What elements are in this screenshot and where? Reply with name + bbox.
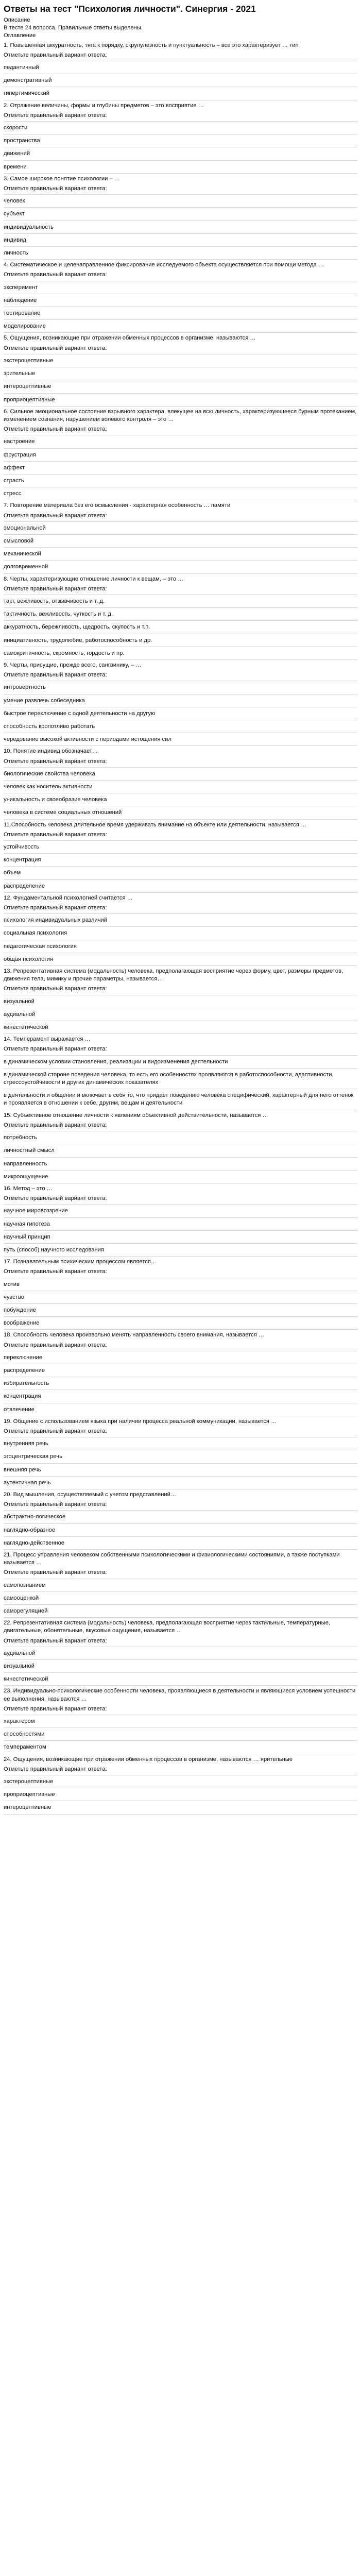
answer-prompt: Отметьте правильный вариант ответа: [4,1499,357,1511]
answer-option: темпераментом [4,1741,357,1754]
answer-option: гипертимический [4,87,357,100]
answer-option: фрустрация [4,449,357,462]
question-block [4,1036,357,1110]
answer-option: наглядно-образное [4,1524,357,1537]
answer-prompt: Отметьте правильный вариант ответа: [4,583,357,595]
answer-option: характером [4,1715,357,1728]
answer-option: индивид [4,234,357,247]
answer-option: умение развлечь собеседника [4,694,357,707]
answer-option: механической [4,548,357,561]
answer-option: социальная психология [4,927,357,940]
answer-option: инициативность, трудолюбие, работоспособность и др. [4,634,357,647]
answer-prompt: Отметьте правильный вариант ответа: [4,423,357,435]
answer-option: биологические свойства человека [4,768,357,781]
question-block [4,502,357,573]
intro-toc-heading: Оглавление [4,32,36,39]
question-block [4,1756,357,1815]
answer-option: избирательность [4,1377,357,1390]
answer-option: наглядно-действенное [4,1537,357,1550]
answer-option: моделирование [4,320,357,333]
question-text: 22. Репрезентативная система (модальность) человека, предполагающая восприятие через тактильные, температурные, двигательные, обонятельные, вкусовые ощущения, называется … [4,1620,331,1634]
answer-option: пространства [4,134,357,147]
answer-option: тестирование [4,307,357,320]
answer-option: зрительные [4,367,357,380]
question-block [4,1331,357,1416]
answer-option: педантичный [4,61,357,74]
answer-option: саморегуляцией [4,1605,357,1618]
answer-option: самопознанием [4,1579,357,1592]
intro [4,16,357,40]
answer-option: научная гипотеза [4,1218,357,1231]
question-text: 10. Понятие индивид обозначает… [4,748,98,755]
answer-option: стресс [4,487,357,500]
answer-option: эмоциональной [4,522,357,535]
answer-option: времени [4,161,357,174]
question-text: 21. Процесс управления человеком собственными психологическими и физиологическими состояниями, а также поступками называется … [4,1552,340,1566]
answer-prompt: Отметьте правильный вариант ответа: [4,110,357,122]
question-text: 6. Сильное эмоциональное состояние взрывного характера, влекущее на всю личность, характеризующееся бурным протеканием, изменением сознания, нарушением волевого контроля – это … [4,408,357,422]
question-text: 11.Способность человека длительное время удерживать внимание на объекте или деятельности, называется … [4,821,307,828]
answer-option: субъект [4,208,357,221]
answer-option: уникальность и своеобразие человека [4,793,357,806]
question-text: 16. Метод – это … [4,1185,53,1192]
question-block [4,334,357,406]
answer-option: общая психология [4,953,357,966]
answer-option: эксперимент [4,281,357,294]
answer-option: эгоцентрическая речь [4,1450,357,1463]
question-text: 2. Отражение величины, формы и глубины предметов – это восприятие … [4,102,204,109]
question-block [4,408,357,501]
answer-prompt: Отметьте правильный вариант ответа: [4,829,357,841]
answer-option: человек как носитель активности [4,781,357,793]
answer-option: в деятельности и общении и включает в себя то, что придает поведению человека специфический, характерный для него оттенок и проявляется в отношении к себе, другим, вещам и деятельности [4,1089,357,1110]
answer-prompt: Отметьте правильный вариант ответа: [4,1266,357,1278]
answer-option: концентрация [4,854,357,867]
question-text: 17. Познавательным психическим процессом является… [4,1259,157,1265]
question-block [4,42,357,100]
answer-prompt: Отметьте правильный вариант ответа: [4,49,357,61]
answer-option: научное мировоззрение [4,1205,357,1217]
intro-description-text: В тесте 24 вопроса. Правильные ответы выделены. [4,25,143,31]
answer-prompt: Отметьте правильный вариант ответа: [4,1703,357,1715]
answer-option: психология индивидуальных различий [4,914,357,927]
answer-option: способность кропотливо работать [4,720,357,733]
answer-option: аудиальной [4,1647,357,1660]
answer-option: внутренняя речь [4,1437,357,1450]
answer-option: индивидуальность [4,221,357,234]
answer-prompt: Отметьте правильный вариант ответа: [4,1635,357,1647]
answer-prompt: Отметьте правильный вариант ответа: [4,343,357,354]
question-block [4,1258,357,1330]
answer-option: смысловой [4,535,357,548]
question-block [4,1687,357,1754]
question-text: 9. Черты, присущие, прежде всего, сангвинику, – … [4,662,142,668]
answer-option: личностный смысл [4,1144,357,1157]
answer-prompt: Отметьте правильный вариант ответа: [4,1193,357,1205]
answer-option: тактичность, вежливость, чуткость и т. д. [4,608,357,621]
answer-option: человек [4,195,357,208]
answer-option: кинестетической [4,1021,357,1034]
question-text: 3. Самое широкое понятие психологии – … [4,175,120,182]
question-block [4,175,357,260]
page-title: Ответы на тест "Психология личности". Синергия - 2021 [4,4,256,14]
answer-option: микроощущение [4,1171,357,1183]
question-text: 12. Фундаментальной психологией считается … [4,894,133,901]
answer-option: долговременной [4,561,357,573]
question-text: 13. Репрезентативная система (модальность) человека, предполагающая восприятие через форму, цвет, размеры предметов, движения тела, мимику и прочие параметры, называется… [4,968,343,982]
answer-option: абстрактно-логическое [4,1511,357,1523]
answer-option: такт, вежливость, отзывчивость и т. д. [4,595,357,608]
answer-option: внешняя речь [4,1464,357,1477]
answer-option: распределение [4,1364,357,1377]
answer-option: мотив [4,1278,357,1291]
question-text: 19. Общение с использованием языка при наличии процесса реальной коммуникации, называется … [4,1418,277,1425]
answer-option: аккуратность, бережливость, щедрость, скупость и т.п. [4,621,357,634]
answer-prompt: Отметьте правильный вариант ответа: [4,1426,357,1437]
answer-option: в динамическом условии становления, реализации и видоизменения деятельности [4,1056,357,1069]
question-text: 20. Вид мышления, осуществляемый с учетом представлений… [4,1491,177,1498]
question-block [4,261,357,333]
answer-option: аффект [4,462,357,474]
answer-option: отвлечение [4,1403,357,1416]
answer-option: аутентичная речь [4,1477,357,1489]
question-block [4,662,357,746]
answer-option: личность [4,247,357,260]
answer-option: быстрое переключение с одной деятельности на другую [4,707,357,720]
question-block [4,575,357,660]
answer-option: интероцептивные [4,380,357,393]
answer-option: путь (способ) научного исследования [4,1244,357,1257]
answer-prompt: Отметьте правильный вариант ответа: [4,1043,357,1055]
answer-option: переключение [4,1351,357,1364]
question-block [4,1551,357,1618]
question-block [4,968,357,1034]
answer-option: концентрация [4,1390,357,1403]
answer-option: интероцептивные [4,1801,357,1814]
answer-option: самооценкой [4,1592,357,1605]
question-text: 18. Способность человека произвольно менять направленность своего внимания, называется … [4,1332,265,1338]
answer-option: страсть [4,474,357,487]
answer-prompt: Отметьте правильный вариант ответа: [4,983,357,995]
answer-option: распределение [4,880,357,893]
answer-option: визуальной [4,995,357,1008]
answer-option: воображение [4,1317,357,1330]
answer-prompt: Отметьте правильный вариант ответа: [4,1340,357,1351]
question-text: 8. Черты, характеризующие отношение личности к вещам, – это … [4,575,184,582]
answer-option: проприоцептивные [4,1788,357,1801]
question-block [4,1112,357,1183]
answer-prompt: Отметьте правильный вариант ответа: [4,510,357,522]
answer-prompt: Отметьте правильный вариант ответа: [4,1764,357,1775]
answer-option: человека в системе социальных отношений [4,806,357,819]
question-text: 23. Индивидуально-психологические особенности человека, проявляющиеся в деятельности и являющиеся условием успешности ее выполнения, называются … [4,1688,356,1702]
answer-option: кинестетической [4,1673,357,1686]
answer-option: потребность [4,1131,357,1144]
answer-option: педагогическая психология [4,940,357,953]
question-text: 15. Субъективное отношение личности к явлениям объективной действительности, называется … [4,1112,268,1118]
answer-option: аудиальной [4,1008,357,1021]
answer-option: экстероцептивные [4,1775,357,1788]
answer-prompt: Отметьте правильный вариант ответа: [4,183,357,195]
answer-option: демонстративный [4,74,357,87]
answer-option: визуальной [4,1660,357,1673]
answer-prompt: Отметьте правильный вариант ответа: [4,756,357,768]
question-list [4,42,357,1815]
answer-option: проприоцептивные [4,394,357,406]
question-text: 1. Повышенная аккуратность, тяга к порядку, скрупулезность и пунктуальность – все это характеризует … тип [4,42,299,48]
answer-option: чувство [4,1291,357,1304]
answer-prompt: Отметьте правильный вариант ответа: [4,1567,357,1579]
answer-prompt: Отметьте правильный вариант ответа: [4,902,357,914]
answer-option: интровертность [4,681,357,694]
question-text: 4. Систематическое и целенаправленное фиксирование исследуемого объекта осуществляется при помощи метода … [4,262,324,268]
answer-option: самокритичность, скромность, гордость и пр. [4,647,357,660]
question-text: 24. Ощущения, возникающие при отражении обменных процессов в организме, называются … ярительные [4,1756,293,1762]
question-text: 7. Повторение материала без его осмысления - характерная особенность … памяти [4,502,231,509]
answer-option: движений [4,147,357,160]
answer-option: способностями [4,1728,357,1741]
answer-prompt: Отметьте правильный вариант ответа: [4,669,357,681]
answer-option: чередование высокой активности с периодами истощения сил [4,733,357,746]
question-text: 5. Ощущения, возникающие при отражении обменных процессов в организме, называются … [4,335,256,342]
question-block [4,102,357,174]
answer-option: побуждение [4,1304,357,1317]
answer-option: направленность [4,1158,357,1171]
answer-option: настроение [4,435,357,448]
intro-description-heading: Описание [4,17,30,23]
answer-prompt: Отметьте правильный вариант ответа: [4,269,357,281]
question-block [4,748,357,819]
answer-option: экстероцептивные [4,354,357,367]
question-text: 14. Темперамент выражается … [4,1036,91,1043]
question-block [4,1418,357,1489]
question-block [4,1185,357,1257]
answer-option: научный принцип [4,1231,357,1244]
answer-option: в динамической стороне поведения человека, то есть его особенностях проявляются в работоспособности, адаптивности, стрессоустойчивости и других динамических показателях [4,1069,357,1089]
question-block [4,1491,357,1550]
answer-option: устойчивость [4,841,357,854]
answer-option: скорости [4,122,357,134]
answer-prompt: Отметьте правильный вариант ответа: [4,1120,357,1131]
question-block [4,894,357,966]
question-block [4,1619,357,1686]
answer-option: объем [4,867,357,879]
question-block [4,821,357,893]
answer-option: наблюдение [4,294,357,307]
